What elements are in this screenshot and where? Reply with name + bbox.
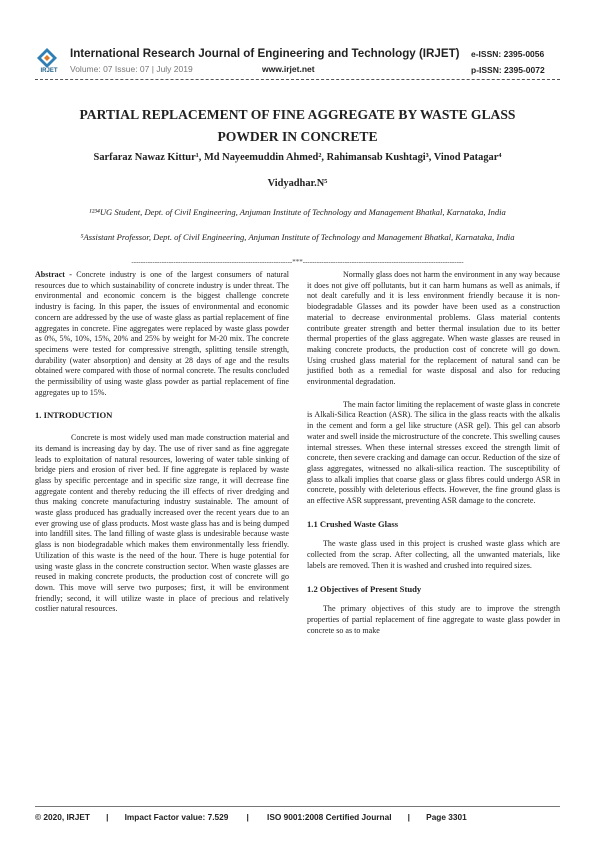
journal-name: International Research Journal of Engineering and Technology (IRJET) <box>70 47 460 60</box>
intro-paragraph-1: Concrete is most widely used man made construction material and its demand is increasing day by day. The use of river sand as fine aggregate leads to exploitation of natural resources, lowering of water table sinking of bridge piers and erosion of river bed. If fine aggregate is replaced by waste glass by specific percentage and in specific size range, it will decrease fine aggregate content and thereby reducing the ill effects of river dredging and thus making concrete manufacturing industry sustainable. The amount of waste glass produced has gradually increased over the recent years due to an ever growing use of glass products. Most waste glass has and is being dumped into landfill sites. The land filling of waste glass is undesirable because waste glass is non biodegradable which makes them environmentally less friendly. Utilization of this waste is the need of the hour. There is huge potential for using waste glass in the concrete construction sector. When waste glasses are reused in making concrete products, the production cost of concrete will go down. This move will serve two purposes; first, it will be environment friendly; second, it will utilize waste in place of precious and relatively costlier natural resources. <box>35 433 289 614</box>
right-column <box>307 270 560 636</box>
logo-icon <box>35 47 59 69</box>
abstract <box>35 270 289 398</box>
objectives-heading: 1.2 Objectives of Present Study <box>307 583 422 594</box>
footer-separator: | <box>246 812 249 822</box>
title-line-2: POWDER IN CONCRETE <box>217 129 378 144</box>
author-list: Sarfaraz Nawaz Kittur¹, Md Nayeemuddin Ahmed², Rahimansab Kushtagi³, Vinod Patagar⁴ <box>93 152 502 163</box>
crushed-glass-text: The waste glass used in this project is crushed waste glass which are collected from the scrap. After collecting, all the unwanted materials, like labels are removed. Then it is washed and crushed into required sizes. <box>307 539 560 570</box>
page-footer <box>35 812 467 822</box>
abstract-text: Concrete industry is one of the largest consumers of natural resources due to which sustainability of concrete industry is under threat. The environmental and economic concern is the biggest challenge concrete industry is facing. In this paper, the issues of environmental and economic concern are addressed by the use of waste glass as partial replacement of fine aggregates in concrete. Fine aggregates were replaced by waste glass powder as 0%, 5%, 10%, 15%, 20% and 25% by weight for M-20 mix. The concrete specimens were tested for compressive strength, splitting tensile strength, durability (water absorption) and density at 28 days of age and the results obtained were compared with those of normal concrete. The results concluded the permissibility of using waste glass powder as partial replacement of fine aggregates up to 15%. <box>35 270 289 397</box>
intro-paragraph-2: Normally glass does not harm the environment in any way because it does not give off pollutants, but it can harm humans as well as animals, if not dealt carefully and it is less environment friendly because it is non-biodegradable Glasses and its powder have been used as a construction material to decrease environmental problems. Glass material contents contribute greater strength and better thermal insulation due to its better thermal properties of the glass aggregate. When waste glasses are reused in making concrete products, the production cost of concrete will go down. Using crushed glass material for the replacement of natural sand can be justified both as a remedial for waste disposal and also for reducing environmental degradation. <box>307 270 560 387</box>
logo-text: IRJET <box>40 68 58 74</box>
abstract-label: Abstract - <box>35 270 77 279</box>
introduction-heading: 1. INTRODUCTION <box>35 410 113 421</box>
e-issn: e-ISSN: 2395-0056 <box>471 49 545 59</box>
objectives-text: The primary objectives of this study are to improve the strength properties of partial replacement of fine aggregate to waste glass powder in concrete so as to make <box>307 604 560 635</box>
footer-page-number: Page 3301 <box>426 812 467 822</box>
footer-separator: | <box>106 812 109 822</box>
volume-line: Volume: 07 Issue: 07 | July 2019 <box>70 64 193 74</box>
p-issn: p-ISSN: 2395-0072 <box>471 65 545 75</box>
footer-divider <box>35 806 560 807</box>
title-line-1: PARTIAL REPLACEMENT OF FINE AGGREGATE BY WASTE GLASS <box>79 107 516 122</box>
author-last: Vidyadhar.N⁵ <box>267 178 328 189</box>
website-link[interactable]: www.irjet.net <box>262 64 315 74</box>
footer-iso: ISO 9001:2008 Certified Journal <box>267 812 392 822</box>
journal-logo <box>35 47 59 69</box>
footer-separator: | <box>407 812 410 822</box>
crushed-glass-heading: 1.1 Crushed Waste Glass <box>307 518 399 529</box>
section-divider: ---------------------------------------------------------------------***--------------------------------------------------------------------- <box>131 258 464 266</box>
footer-copyright: © 2020, IRJET <box>35 812 90 822</box>
footer-impact-factor: Impact Factor value: 7.529 <box>124 812 229 822</box>
intro-paragraph-3: The main factor limiting the replacement of waste glass in concrete is Alkali-Silica Reaction (ASR). The silica in the glass reacts with the alkalis in the cement and form a gel like structure (ASR gel). This gel can absorb water and swell inside the microstructure of the concrete. This swelling causes internal stresses. When these internal stresses exceed the strength limit of concrete, then severe cracking and damage can occur. Reduction of the size of glass aggregates, witnessed no alkali-silica reaction. The susceptibility of glass to alkali implies that coarse glass or glass fibres could undergo ASR in concrete, possibly with deleterious effects. However, the fine ground glass is an effective ASR suppressant, preventing ASR damage to the concrete. <box>307 399 560 506</box>
left-column <box>35 270 289 615</box>
paper-title <box>35 104 560 148</box>
affiliation-students: ¹²³⁴UG Student, Dept. of Civil Engineering, Anjuman Institute of Technology and Management Bhatkal, Karnataka, India <box>89 207 506 217</box>
affiliation-professor: ⁵Assistant Professor, Dept. of Civil Engineering, Anjuman Institute of Technology and Management Bhatkal, Karnataka, India <box>80 232 515 242</box>
header-divider <box>35 79 560 80</box>
